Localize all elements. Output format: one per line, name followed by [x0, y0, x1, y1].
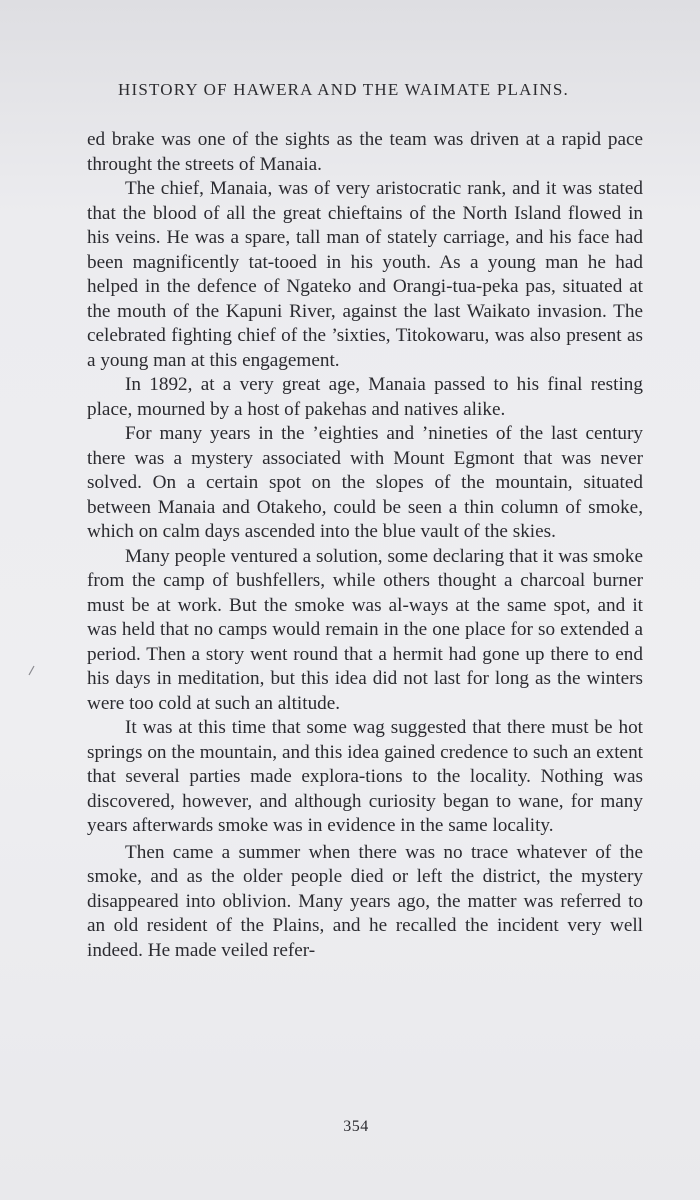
page-number: 354	[343, 1118, 369, 1135]
ink-speck-mark	[28, 663, 36, 677]
paragraph-chief-manaia: The chief, Manaia, was of very aristocratic rank, and it was stated that the blood of all the great chieftains of the North Island flowed in his veins. He was a spare, tall man of stately carriage, and his face had been magnificently tat-tooed in his youth. As a young man he had helped in the defence of Ngateko and Orangi-tua-peka pas, situated at the mouth of the Kapuni River, against the last Waikato invasion. The celebrated fighting chief of the ’sixties, Titokowaru, was also present as a young man at this engagement.	[87, 178, 643, 371]
paragraph-hot-springs: It was at this time that some wag suggested that there must be hot springs on the mountain, and this idea gained credence to such an extent that several parties made explora-tions to the locality. Nothing was discovered, however, and although curiosity began to wane, for many years afterwards smoke was in evidence in the same locality.	[87, 717, 643, 836]
paragraph-mount-egmont-mystery: For many years in the ’eighties and ’nineties of the last century there was a mystery associated with Mount Egmont that was never solved. On a certain spot on the slopes of the mountain, situated between Manaia and Otakeho, could be seen a thin column of smoke, which on calm days ascended into the blue vault of the skies.	[87, 423, 643, 542]
running-head: HISTORY OF HAWERA AND THE WAIMATE PLAINS.	[118, 80, 569, 99]
paragraph-continuation: ed brake was one of the sights as the team was driven at a rapid pace throught the streets of Manaia.	[87, 129, 643, 175]
paragraph-1892: In 1892, at a very great age, Manaia passed to his final resting place, mourned by a host of pakehas and natives alike.	[87, 374, 643, 420]
paragraph-solutions: Many people ventured a solution, some declaring that it was smoke from the camp of bushfellers, while others thought a charcoal burner must be at work. But the smoke was al-ways at the same spot, and it was held that no camps would remain in the one place for so extended a period. Then a story went round that a hermit had gone up there to end his days in meditation, but this idea did not last for long as the winters were too cold at such an altitude.	[87, 545, 643, 714]
paragraph-summer: Then came a summer when there was no trace whatever of the smoke, and as the older people died or left the district, the mystery disappeared into oblivion. Many years ago, the matter was referred to an old resident of the Plains, and he recalled the incident very well indeed. He made veiled refer-	[87, 841, 643, 961]
body-text	[87, 128, 643, 963]
